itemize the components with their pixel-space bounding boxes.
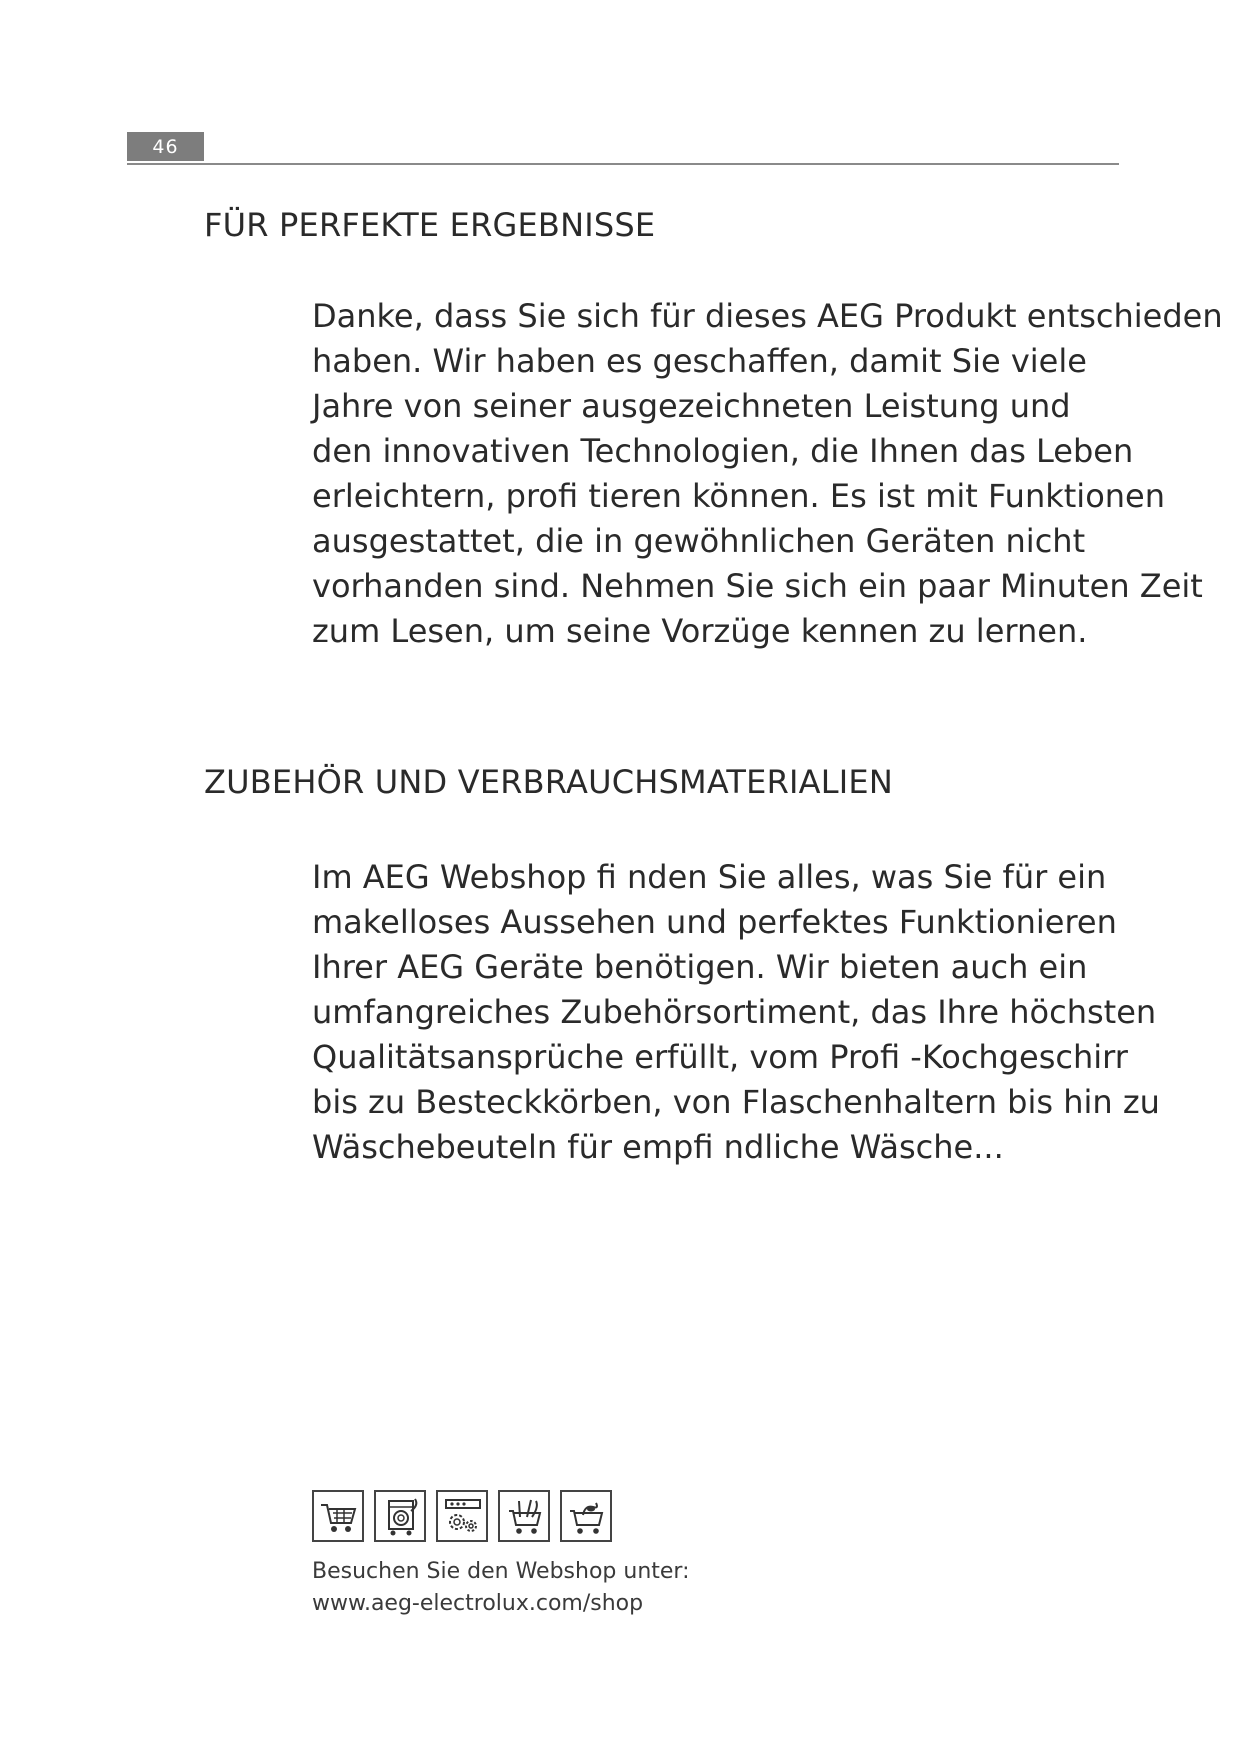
paragraph-line: haben. Wir haben es geschaffen, damit Sie viele	[312, 342, 1087, 380]
webshop-label: Besuchen Sie den Webshop unter:	[312, 1559, 690, 1584]
paragraph-line: erleichtern, profi tieren können. Es ist mit Funktionen	[312, 477, 1166, 515]
oven-gear-icon	[436, 1490, 488, 1542]
paragraph-line: den innovativen Technologien, die Ihnen das Leben	[312, 432, 1134, 470]
webshop-info	[312, 1556, 690, 1620]
webshop-url[interactable]: www.aeg-electrolux.com/shop	[312, 1591, 644, 1616]
accessories-paragraph	[312, 855, 1160, 1170]
intro-paragraph	[312, 294, 1223, 654]
paragraph-line: Wäschebeuteln für empfi ndliche Wäsche...	[312, 1128, 1004, 1166]
paragraph-line: Danke, dass Sie sich für dieses AEG Produkt entschieden	[312, 297, 1223, 335]
section-heading-accessories: ZUBEHÖR UND VERBRAUCHSMATERIALIEN	[204, 763, 893, 801]
laundry-cart-icon	[560, 1490, 612, 1542]
paragraph-line: umfangreiches Zubehörsortiment, das Ihre höchsten	[312, 993, 1157, 1031]
kitchen-tools-cart-icon	[498, 1490, 550, 1542]
paragraph-line: Ihrer AEG Geräte benötigen. Wir bieten auch ein	[312, 948, 1088, 986]
paragraph-line: vorhanden sind. Nehmen Sie sich ein paar Minuten Zeit	[312, 567, 1203, 605]
paragraph-line: ausgestattet, die in gewöhnlichen Geräten nicht	[312, 522, 1086, 560]
paragraph-line: bis zu Besteckkörben, von Flaschenhaltern bis hin zu	[312, 1083, 1160, 1121]
paragraph-line: makelloses Aussehen und perfektes Funktionieren	[312, 903, 1117, 941]
page-number: 46	[127, 132, 204, 161]
shopping-cart-icon	[312, 1490, 364, 1542]
header-rule	[127, 163, 1119, 165]
section-heading-results: FÜR PERFEKTE ERGEBNISSE	[204, 206, 656, 244]
paragraph-line: Im AEG Webshop fi nden Sie alles, was Sie für ein	[312, 858, 1107, 896]
washing-machine-cart-icon	[374, 1490, 426, 1542]
webshop-icons	[312, 1490, 612, 1542]
paragraph-line: Jahre von seiner ausgezeichneten Leistung und	[312, 387, 1071, 425]
paragraph-line: zum Lesen, um seine Vorzüge kennen zu lernen.	[312, 612, 1088, 650]
paragraph-line: Qualitätsansprüche erfüllt, vom Profi -Kochgeschirr	[312, 1038, 1128, 1076]
